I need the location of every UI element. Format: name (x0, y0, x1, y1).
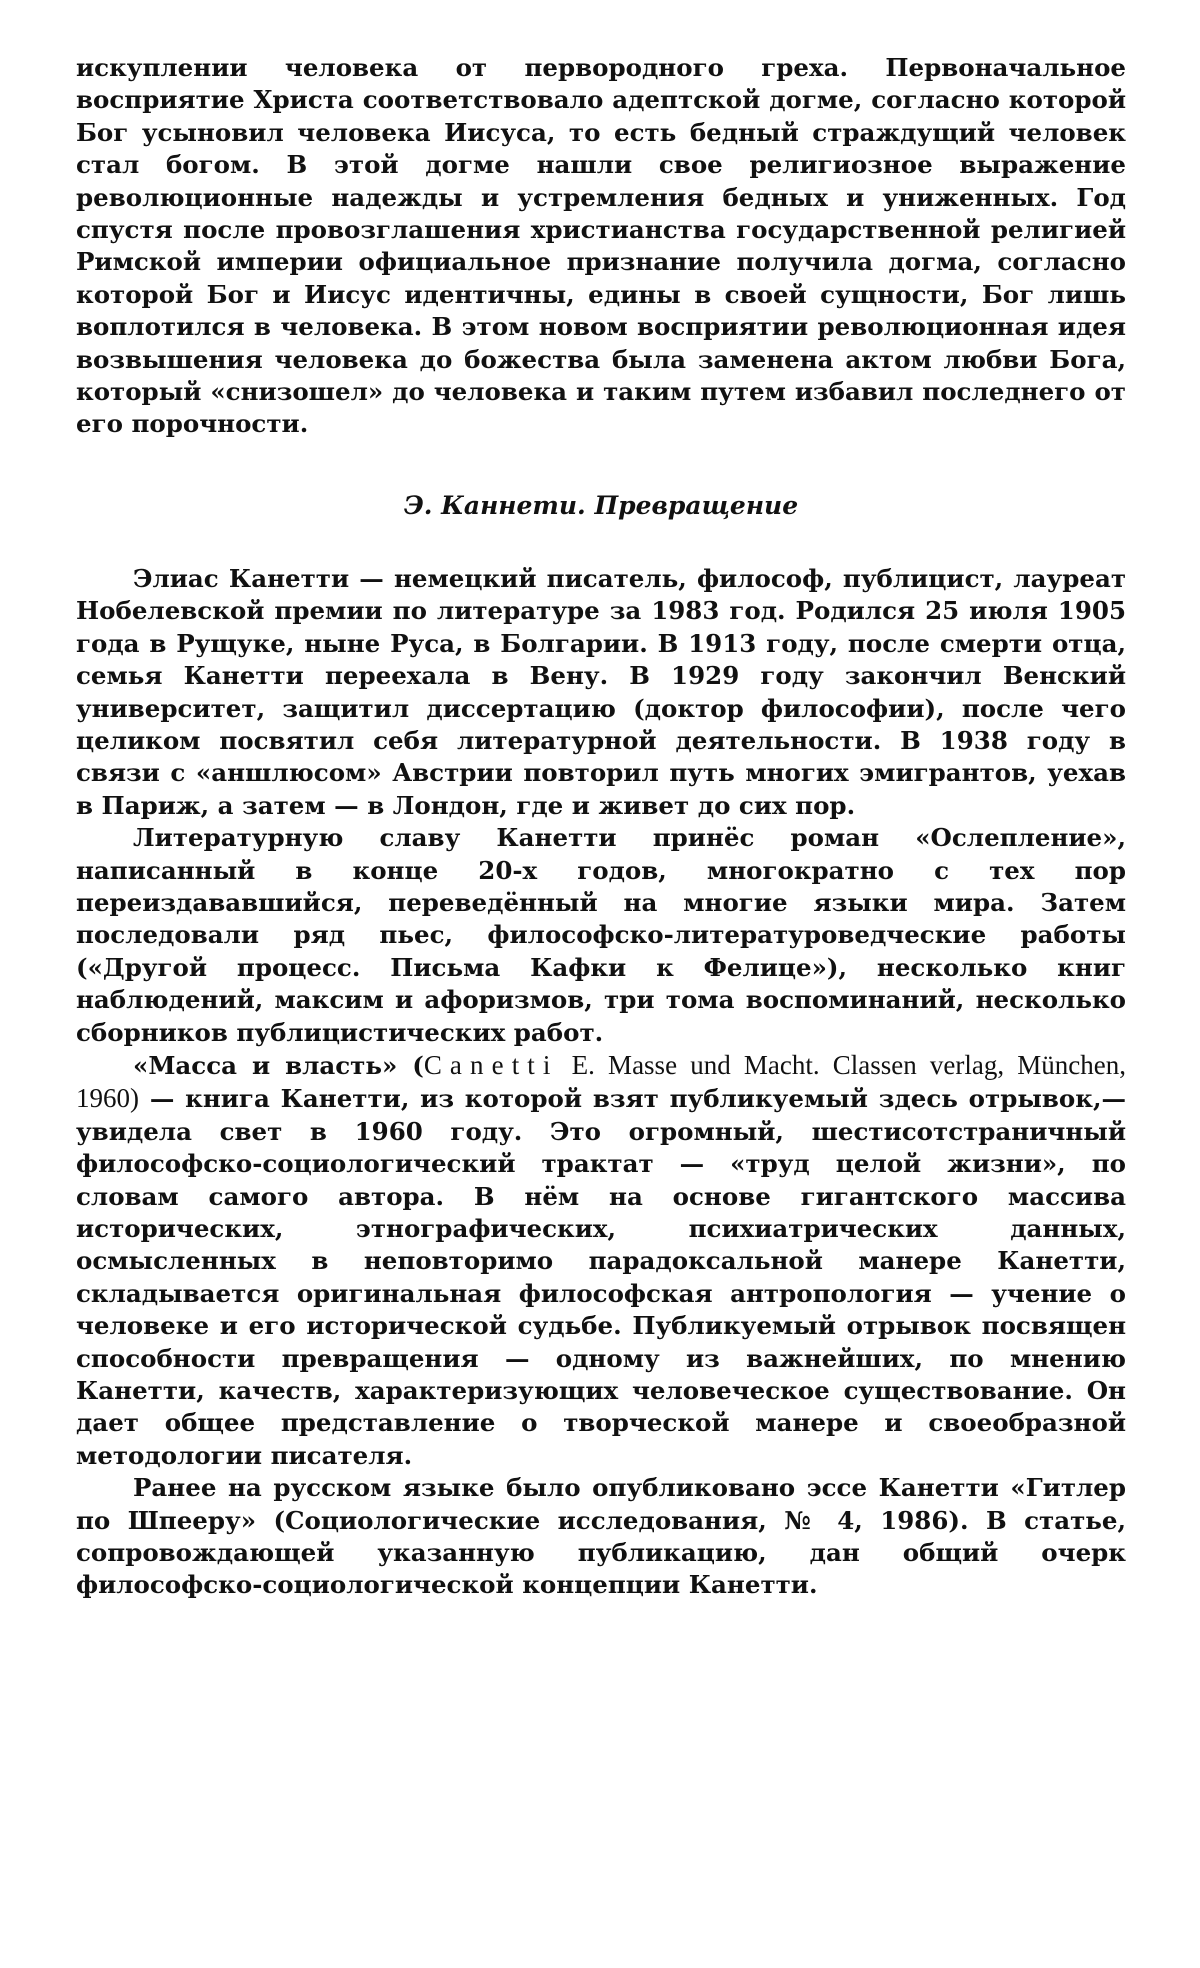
paragraph-biography: Элиас Канетти — немецкий писатель, философ, публицист, лауреат Нобелевской премии по литературе за 1983 год. Родился 25 июля 1905 года в Рущуке, ныне Руса, в Болгарии. В 1913 году, после смерти отца, семья Канетти переехала в Вену. В 1929 году закончил Венский университет, защитил диссертацию (доктор философии), после чего целиком посвятил себя литературной деятельности. В 1938 году в связи с «аншлюсом» Австрии повторил путь многих эмигрантов, уехав в Париж, а затем — в Лондон, где и живет до сих пор. (76, 563, 1126, 820)
paragraph-masse-und-macht (76, 1049, 1126, 1472)
citation-author: Canetti (423, 1049, 559, 1080)
page-content (76, 52, 1126, 1602)
paragraph-3-rest: — книга Канетти, из которой взят публикуемый здесь отрывок,— увидела свет в 1960 году. Это огромный, шестисотстраничный философско-социологический трактат — «труд целой жизни», по словам самого автора. В нём на основе гигантского массива исторических, этнографических, психиатрических данных, осмысленных в неповторимо парадоксальной манере Канетти, складывается оригинальная философская антропология — учение о человеке и его исторической судьбе. Публикуемый отрывок посвящен способности превращения — одному из важнейших, по мнению Канетти, качеств, характеризующих человеческое существование. Он дает общее представление о творческой манере и своеобразной методологии писателя. (76, 1084, 1126, 1470)
intro-paragraph: искуплении человека от первородного греха. Первоначальное восприятие Христа соответствовало адептской догме, согласно которой Бог усыновил человека Иисуса, то есть бедный страждущий человек стал богом. В этой догме нашли свое религиозное выражение революционные надежды и устремления бедных и униженных. Год спустя после провозглашения христианства государственной религией Римской империи официальное признание получила догма, согласно которой Бог и Иисус идентичны, едины в своей сущности, Бог лишь воплотился в человека. В этом новом восприятии революционная идея возвышения человека до божества была заменена актом любви Бога, который «снизошел» до человека и таким путем избавил последнего от его порочности. (76, 53, 1126, 439)
paragraph-works: Литературную славу Канетти принёс роман «Ослепление», написанный в конце 20-х годов, многократно с тех пор переиздававшийся, переведённый на многие языки мира. Затем последовали ряд пьес, философско-литературоведческие работы («Другой процесс. Письма Кафки к Фелице»), несколько книг наблюдений, максим и афоризмов, три тома воспоминаний, несколько сборников публицистических работ. (76, 823, 1126, 1047)
section-heading: Э. Каннети. Превращение (403, 490, 799, 520)
spacer (76, 523, 1126, 563)
paragraph-earlier-publication: Ранее на русском языке было опубликовано эссе Канетти «Гитлер по Шпееру» (Социологические исследования, № 4, 1986). В статье, сопровождающей указанную публикацию, дан общий очерк философско-социологической концепции Канетти. (76, 1473, 1126, 1600)
paragraph-3-open: «Масса и власть» ( (133, 1050, 424, 1080)
spacer (76, 441, 1126, 489)
citation-details: E. Masse und Macht. Classen verlag, München, 1960) (76, 1049, 1126, 1114)
